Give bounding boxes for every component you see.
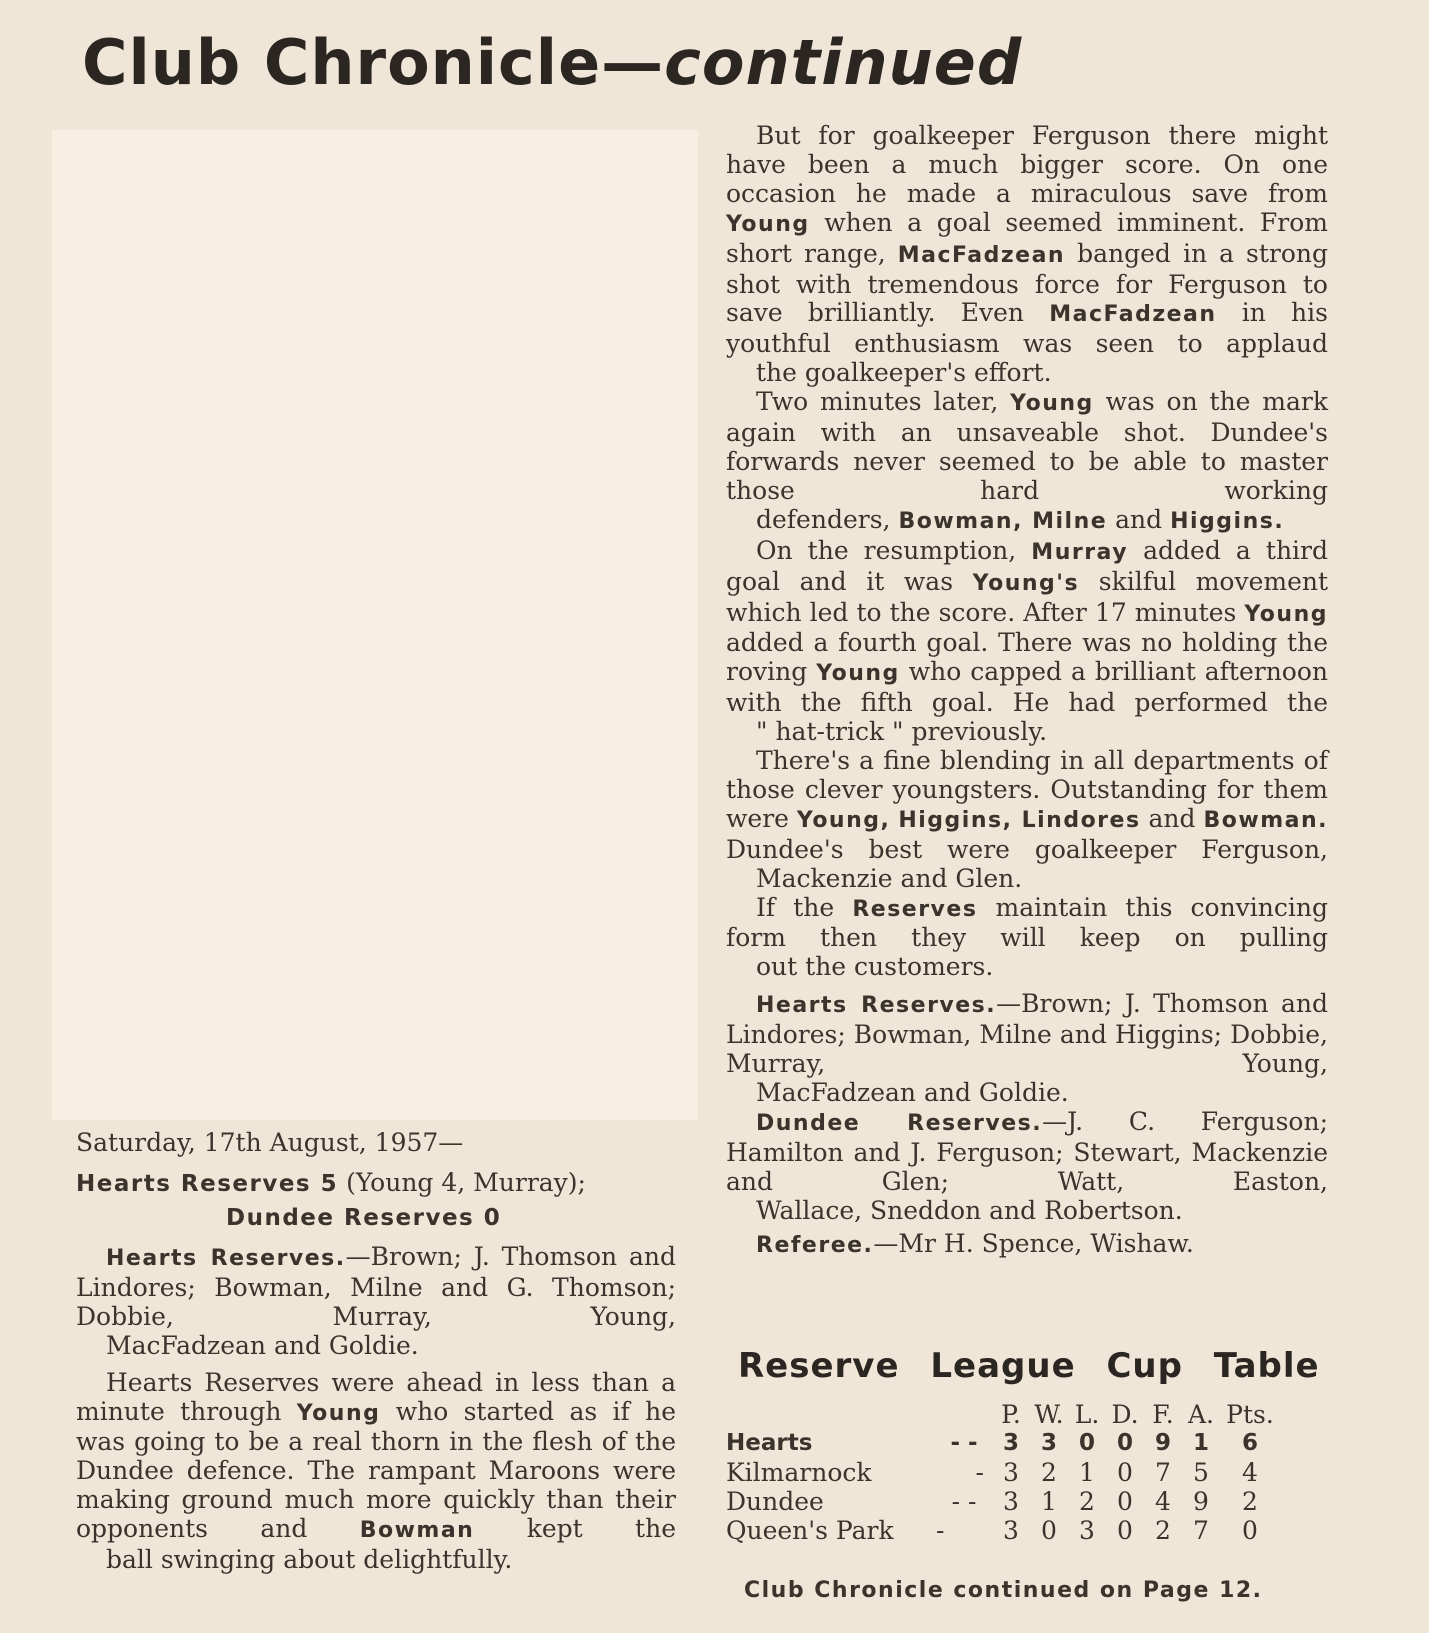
lineup-last-line: MacFadzean and Goldie.	[106, 1330, 419, 1360]
stat-cell: 3	[1003, 1487, 1019, 1516]
para-text: There's a fine blending in all departments of those clever youngsters. Outstanding for them were	[726, 746, 1328, 833]
player-name: Higgins, Lindores	[898, 807, 1141, 833]
stat-cell: 3	[1079, 1516, 1095, 1545]
stat-cell: 0	[1242, 1516, 1258, 1545]
right-column	[726, 122, 1328, 1260]
para-text: added a fourth goal. There was no holding the roving	[726, 628, 1328, 687]
player-name: Young's	[972, 570, 1080, 596]
table-row	[726, 1458, 1280, 1487]
dash-cell: -	[975, 1458, 984, 1487]
league-table	[726, 1400, 1328, 1545]
dundee-lineup-paragraph	[726, 1108, 1328, 1226]
team-column-header	[726, 1400, 936, 1429]
para-last-line: out the customers.	[756, 952, 994, 982]
match-date: Saturday, 17th August, 1957—	[76, 1128, 464, 1157]
column-header: Pts.	[1226, 1400, 1274, 1429]
stat-cell: 9	[1154, 1430, 1171, 1456]
para-text: in his youthful enthusiasm was seen to applaud	[726, 298, 1328, 359]
score-hearts-bold: Hearts Reserves 5	[76, 1171, 339, 1197]
column-header: F.	[1152, 1400, 1174, 1429]
para-text: banged in a strong shot with tremendous force for Ferguson to save brilliantly. Even	[726, 238, 1328, 328]
player-name: Young	[296, 1400, 381, 1426]
stat-cell: 3	[1003, 1458, 1019, 1487]
stat-cell: 3	[1002, 1430, 1019, 1456]
headline-main: Club Chronicle	[82, 26, 602, 99]
stat-cell: 1	[1079, 1458, 1095, 1487]
stat-cell: 3	[1003, 1516, 1019, 1545]
player-name: Young	[1010, 391, 1094, 417]
table-row	[726, 1516, 1280, 1545]
league-table-grid	[726, 1400, 1280, 1545]
dash-cell: - -	[951, 1487, 977, 1516]
player-name: Bowman.	[1203, 807, 1328, 833]
stat-cell: 7	[1155, 1458, 1171, 1487]
team-cell: Hearts	[726, 1430, 813, 1456]
para-text: skilful movement which led to the score. After 17 minutes	[726, 566, 1329, 627]
lineup-last-line: MacFadzean and Goldie.	[756, 1078, 1069, 1107]
left-lineup-paragraph	[76, 1243, 676, 1361]
score-line-hearts	[76, 1166, 676, 1201]
stat-cell: 5	[1193, 1458, 1209, 1487]
lineup-text: —Brown; J. Thomson and Lindores; Bowman, Milne and G. Thomson; Dobbie, Murray, Young,	[76, 1242, 676, 1331]
table-row	[726, 1429, 1280, 1458]
referee-label: Referee.	[756, 1232, 874, 1258]
para-text: Hearts Reserves were ahead in less than a minute through	[76, 1367, 676, 1426]
stat-cell: 2	[1041, 1458, 1057, 1487]
lineup-last-line: Wallace, Sneddon and Robertson.	[756, 1195, 1183, 1225]
player-name: Higgins.	[1170, 508, 1285, 534]
team-cell: Queen's Park	[726, 1516, 894, 1545]
report-paragraph-2	[726, 388, 1328, 537]
para-last-line: ball swinging about delightfully.	[106, 1545, 513, 1575]
para-text: Dundee's best were goalkeeper Ferguson,	[726, 834, 1328, 864]
para-text: added a third goal and it was	[726, 535, 1328, 596]
left-column	[76, 1128, 676, 1575]
stat-cell: 0	[1078, 1430, 1095, 1456]
stat-cell: 2	[1155, 1516, 1171, 1545]
referee-line	[726, 1230, 1328, 1261]
stat-cell: 1	[1041, 1487, 1057, 1516]
league-table-title: Reserve League Cup Table	[738, 1346, 1320, 1386]
player-name: MacFadzean	[1049, 302, 1217, 328]
lineup-label: Dundee Reserves.	[756, 1110, 1043, 1136]
para-text: On the resumption,	[756, 535, 1017, 565]
stat-cell: 0	[1041, 1516, 1057, 1545]
stat-cell: 6	[1241, 1430, 1258, 1456]
para-last-line: Mackenzie and Glen.	[756, 863, 1023, 893]
column-header: L.	[1074, 1400, 1100, 1429]
table-row	[726, 1487, 1280, 1516]
headline-continued: continued	[664, 26, 1023, 99]
para-text: was on the mark again with an unsaveable shot. Dundee's forwards never seemed to be able to master those hard working	[726, 387, 1328, 505]
score-hearts-scorers: (Young 4, Murray);	[338, 1168, 586, 1197]
player-name: Bowman	[359, 1518, 475, 1544]
left-report-paragraph	[76, 1369, 676, 1575]
stat-cell: 7	[1193, 1516, 1209, 1545]
para-text: when a goal seemed imminent. From short range,	[726, 207, 1328, 268]
player-name: Murray	[1031, 539, 1129, 565]
report-paragraph-1	[726, 122, 1328, 388]
dash-cell: -	[936, 1516, 945, 1545]
stat-cell: 4	[1155, 1487, 1171, 1516]
para-text: who started as if he was going to be a real thorn in the flesh of the Dundee defence. The rampant Maroons were making ground much more quickly than their opponents and	[76, 1396, 677, 1544]
para-text: But for goalkeeper Ferguson there might have been a much bigger score. On one occasion he made a miraculous save from	[726, 121, 1328, 208]
column-header: P.	[1001, 1400, 1021, 1429]
stat-cell: 1	[1192, 1430, 1209, 1456]
para-text: Two minutes later,	[756, 387, 999, 417]
report-paragraph-3	[726, 537, 1328, 747]
stat-cell: 4	[1242, 1458, 1258, 1487]
column-header: W.	[1034, 1400, 1064, 1429]
stat-cell: 0	[1116, 1430, 1133, 1456]
team-name: Reserves	[852, 896, 978, 922]
stat-cell: 3	[1040, 1430, 1057, 1456]
score-line-dundee: Dundee Reserves 0	[226, 1205, 502, 1231]
para-text: kept the	[526, 1514, 676, 1544]
para-text: If the	[756, 892, 835, 922]
para-text: and	[1148, 803, 1196, 833]
league-table-header	[726, 1400, 1280, 1429]
faded-photo-area	[52, 130, 698, 1120]
lineup-text: —Brown; J. Thomson and Lindores; Bowman, Milne and Higgins; Dobbie, Murray, Young,	[726, 989, 1328, 1079]
stat-cell: 0	[1117, 1487, 1133, 1516]
team-cell: Dundee	[726, 1487, 824, 1516]
player-name: Bowman, Milne	[898, 508, 1108, 534]
player-name: Young,	[796, 807, 891, 833]
stat-cell: 2	[1242, 1487, 1258, 1516]
para-last-line: the goalkeeper's effort.	[756, 358, 1052, 388]
dash-column-header	[936, 1400, 992, 1429]
page-headline	[82, 26, 1022, 99]
stat-cell: 9	[1193, 1487, 1209, 1516]
para-text: defenders,	[756, 504, 891, 534]
stat-cell: 2	[1079, 1487, 1095, 1516]
player-name: MacFadzean	[897, 242, 1066, 268]
team-cell: Kilmarnock	[726, 1458, 872, 1487]
lineup-label: Hearts Reserves.	[756, 993, 997, 1019]
para-text: maintain this convincing form then they will keep on pulling	[726, 892, 1328, 953]
referee-text: —Mr H. Spence, Wishaw.	[873, 1228, 1194, 1258]
para-text: who capped a brilliant afternoon with the fifth goal. He had performed the	[726, 657, 1329, 718]
dash-cell: - -	[950, 1430, 978, 1456]
stat-cell: 0	[1117, 1458, 1133, 1487]
para-last-line	[726, 506, 1328, 537]
headline-dash: —	[601, 26, 665, 99]
lineup-text: —J. C. Ferguson; Hamilton and J. Ferguson; Stewart, Mackenzie and Glen; Watt, Easton,	[726, 1106, 1329, 1196]
para-last-line: " hat-trick " previously.	[756, 717, 1048, 747]
para-text: and	[1115, 504, 1163, 534]
continued-footer: Club Chronicle continued on Page 12.	[744, 1578, 1263, 1603]
player-name: Young	[816, 661, 900, 687]
column-header: D.	[1111, 1400, 1139, 1429]
lineup-label: Hearts Reserves.	[106, 1246, 346, 1271]
report-paragraph-4	[726, 747, 1328, 894]
report-paragraph-5	[726, 894, 1328, 983]
player-name: Young	[726, 211, 810, 237]
player-name: Young	[1244, 601, 1328, 627]
hearts-lineup-paragraph	[726, 990, 1328, 1108]
column-header: A.	[1187, 1400, 1214, 1429]
stat-cell: 0	[1117, 1516, 1133, 1545]
